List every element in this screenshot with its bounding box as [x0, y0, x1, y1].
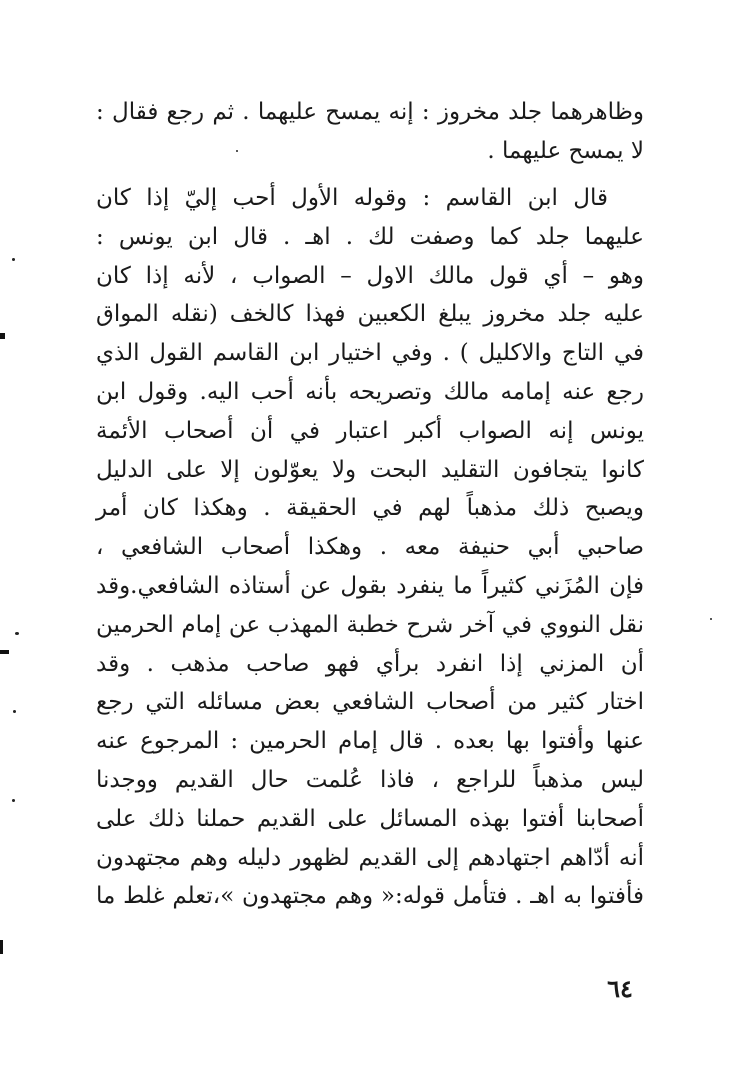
text-line: يونس إنه الصواب أكبر اعتبار في أن أصحاب الأئمة [96, 417, 644, 444]
scan-mark [0, 333, 5, 339]
text-line: عنها وأفتوا بها بعده . قال إمام الحرمين : المرجوع عنه [96, 728, 644, 755]
paragraph-1 [96, 93, 644, 171]
text-line: رجع عنه إمامه مالك وتصريحه بأنه أحب اليه. وقول ابن [96, 378, 644, 405]
text-line: فإن المُزَني كثيراً ما ينفرد بقول عن أستاذه الشافعي.وقد [96, 572, 644, 599]
scan-speck [13, 710, 16, 713]
text-line: وظاهرهما جلد مخروز : إنه يمسح عليهما . ثم رجع فقال : [96, 99, 644, 125]
text-line: عليهما جلد كما وصفت لك . اهـ . قال ابن يونس : [96, 223, 644, 250]
text-line: عليه جلد مخروز يبلغ الكعبين فهذا كالخف (نقله المواق [96, 301, 644, 328]
text-line: في التاج والاكليل ) . وفي اختيار ابن القاسم القول الذي [96, 340, 644, 367]
page-number: ٦٤ [607, 974, 633, 1003]
scan-speck [12, 799, 15, 802]
scan-mark [0, 940, 3, 954]
paragraph-2 [96, 179, 644, 916]
text-line: وهو – أي قول مالك الاول – الصواب ، لأنه إذا كان [96, 262, 644, 289]
text-line: ويصبح ذلك مذهباً لهم في الحقيقة . وهكذا كان أمر [96, 495, 644, 522]
text-line: ليس مذهباً للراجع ، فاذا عُلمت حال القديم ووجدنا [96, 766, 644, 793]
text-line: نقل النووي في آخر شرح خطبة المهذب عن إمام الحرمين [96, 611, 644, 638]
text-line: لا يمسح عليهما . [487, 137, 644, 164]
text-line: كانوا يتجافون التقليد البحت ولا يعوّلون إلا على الدليل [96, 456, 644, 483]
text-line: فأفتوا به اهـ . فتأمل قوله:« وهم مجتهدون »،تعلم غلط ما [96, 883, 644, 910]
scan-speck [12, 258, 15, 261]
scan-speck [15, 632, 19, 635]
text-line: أنه أدّاهم اجتهادهم إلى القديم لظهور دليله وهم مجتهدون [96, 844, 644, 871]
text-line: أن المزني إذا انفرد برأي فهو صاحب مذهب . وقد [96, 650, 644, 677]
text-line: صاحبي أبي حنيفة معه . وهكذا أصحاب الشافعي ، [96, 534, 644, 561]
scan-speck [710, 618, 712, 620]
scan-speck [236, 150, 238, 152]
text-line: أصحابنا أفتوا بهذه المسائل على القديم حملنا ذلك على [96, 805, 644, 832]
text-line: اختار كثير من أصحاب الشافعي بعض مسائله التي رجع [96, 689, 644, 716]
text-line: قال ابن القاسم : وقوله الأول أحب إليّ إذا كان [96, 185, 608, 211]
scan-mark [0, 650, 9, 654]
